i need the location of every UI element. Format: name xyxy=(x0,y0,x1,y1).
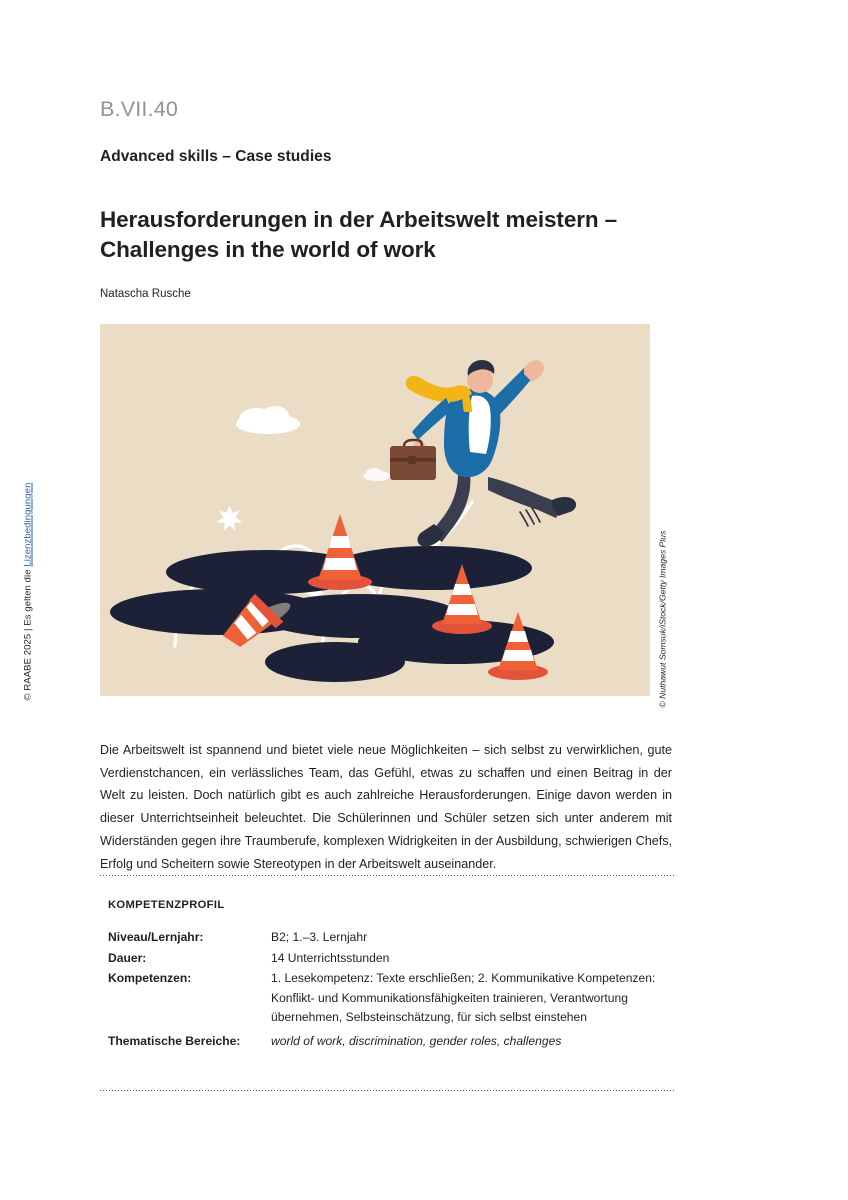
row-value: 14 Unterrichtsstunden xyxy=(271,950,390,965)
page-title: Herausforderungen in der Arbeitswelt meistern – Challenges in the world of work xyxy=(100,207,618,262)
table-row xyxy=(108,928,668,949)
pothole xyxy=(265,642,405,682)
illustration-svg xyxy=(100,324,650,696)
briefcase-icon xyxy=(390,440,436,480)
table-row xyxy=(108,969,668,1029)
row-value: 1. Lesekompetenz: Texte erschließen; 2. Kommunikative Kompetenzen: Konflikt- und Kommunikationsfähigkeiten trainieren, Verantwortung übernehmen, Selbsteinschätzung, für sich selbst einstehen xyxy=(271,971,656,1025)
row-value: B2; 1.–3. Lernjahr xyxy=(271,930,368,944)
intro-paragraph: Die Arbeitswelt ist spannend und bietet viele neue Möglichkeiten – sich selbst zu verwirklichen, gute Verdienstchancen, ein verlässliches Team, das Gefühl, etwas zu schaffen und einen Beitrag in der Welt zu leisten. Doch natürlich gibt es auch zahlreiche Herausforderungen. Einige davon werden in dieser Unterrichtseinheit beleuchtet. Die Schülerinnen und Schüler setzen sich unter anderem mit Widerständen gegen ihre Traumberufe, komplexen Widrigkeiten in der Ausbildung, schwierigen Chefs, Erfolg und Scheitern sowie Stereotypen in der Arbeitswelt auseinander. xyxy=(100,742,672,872)
row-value: world of work, discrimination, gender roles, challenges xyxy=(271,1033,562,1048)
divider-top xyxy=(100,875,675,876)
table-row xyxy=(108,1029,668,1053)
row-label: Dauer: xyxy=(108,950,147,965)
author-name: Natascha Rusche xyxy=(100,288,191,300)
license-prefix: © RAABE 2025 | Es gelten die xyxy=(22,566,34,700)
competence-profile-table xyxy=(108,928,668,1052)
divider-bottom xyxy=(100,1090,675,1091)
series-subtitle: Advanced skills – Case studies xyxy=(100,148,332,165)
license-conditions-link[interactable]: Lizenzbedingungen xyxy=(22,482,34,567)
image-credit-text: © Nuthawut Somsuk/iStock/Getty Images Plus xyxy=(657,531,668,708)
table-row xyxy=(108,949,668,970)
document-code: B.VII.40 xyxy=(100,97,179,121)
row-label: Kompetenzen: xyxy=(108,971,192,986)
competence-profile-heading: KOMPETENZPROFIL xyxy=(108,899,225,911)
license-strip xyxy=(22,480,48,700)
cover-illustration xyxy=(100,324,650,696)
image-credit-strip xyxy=(657,458,682,708)
row-label: Niveau/Lernjahr: xyxy=(108,930,204,944)
row-label: Thematische Bereiche: xyxy=(108,1033,241,1048)
license-text xyxy=(24,482,34,700)
